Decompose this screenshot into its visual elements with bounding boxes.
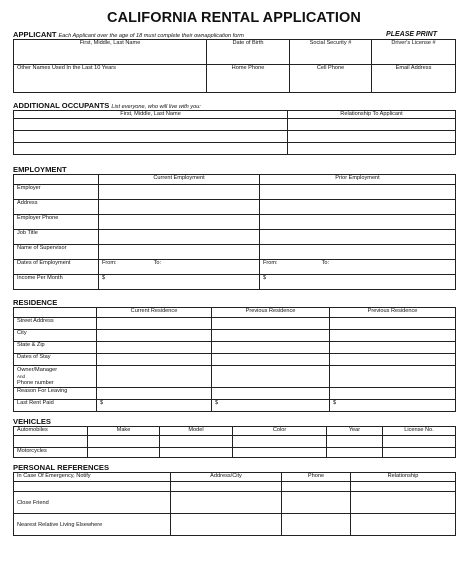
reference-cell[interactable] — [171, 514, 282, 536]
employer-phone-label: Employer Phone — [14, 215, 99, 230]
close-friend-label: Close Friend — [14, 492, 171, 514]
please-print-label: PLEASE PRINT — [386, 31, 437, 38]
residence-cell[interactable] — [330, 366, 456, 388]
residence-rent-cell[interactable] — [97, 400, 212, 412]
employment-section-heading — [13, 165, 455, 174]
dates-of-employment-label: Dates of Employment — [14, 260, 99, 275]
reference-cell[interactable] — [351, 482, 456, 492]
prior-employer-address-field[interactable] — [260, 200, 456, 215]
prior-employment-header: Prior Employment — [260, 175, 456, 185]
supervisor-label: Name of Supervisor — [14, 245, 99, 260]
rental-application-form — [13, 8, 455, 536]
employer-label: Employer — [14, 185, 99, 200]
prior-employment-dates-field[interactable] — [260, 260, 456, 275]
current-employment-header: Current Employment — [99, 175, 260, 185]
residence-cell[interactable] — [97, 318, 212, 330]
dollar-sign: $ — [100, 400, 104, 406]
color-header: Color — [233, 427, 327, 436]
from-label: From: — [102, 260, 117, 266]
prior-job-title-field[interactable] — [260, 230, 456, 245]
occupant-relationship-header: Relationship To Applicant — [288, 111, 456, 119]
previous-residence-header-2: Previous Residence — [330, 308, 456, 318]
reference-cell[interactable] — [171, 482, 282, 492]
residence-cell[interactable] — [330, 388, 456, 400]
automobiles-label: Automobiles — [14, 427, 88, 436]
state-zip-label: State & Zip — [14, 342, 97, 354]
employment-corner-cell — [14, 175, 99, 185]
vehicle-cell[interactable] — [14, 436, 88, 448]
residence-rent-cell[interactable] — [212, 400, 330, 412]
vehicles-heading: VEHICLES — [13, 417, 51, 426]
license-no-header: License No. — [383, 427, 456, 436]
reference-cell[interactable] — [351, 514, 456, 536]
applicant-section-heading — [13, 30, 455, 39]
previous-residence-header: Previous Residence — [212, 308, 330, 318]
residence-cell[interactable] — [330, 318, 456, 330]
references-table — [13, 472, 456, 536]
current-residence-header: Current Residence — [97, 308, 212, 318]
residence-cell[interactable] — [97, 330, 212, 342]
current-income-field[interactable] — [99, 275, 260, 290]
residence-table — [13, 307, 456, 412]
residence-cell[interactable] — [212, 342, 330, 354]
emergency-notify-label: In Case Of Emergency, Notify — [14, 473, 171, 482]
other-names-field[interactable]: Other Names Used In the Last 10 Years — [14, 65, 207, 93]
residence-cell[interactable] — [97, 342, 212, 354]
residence-cell[interactable] — [330, 342, 456, 354]
reason-for-leaving-label: Reason For Leaving — [14, 388, 97, 400]
date-of-birth-field[interactable]: Date of Birth — [207, 40, 290, 65]
dollar-sign: $ — [263, 275, 267, 281]
residence-heading: RESIDENCE — [13, 298, 58, 307]
occupant-name-cell[interactable] — [14, 131, 288, 143]
nearest-relative-label: Nearest Relative Living Elsewhere — [14, 514, 171, 536]
prior-employer-field[interactable] — [260, 185, 456, 200]
vehicle-cell[interactable] — [160, 436, 233, 448]
vehicle-cell[interactable] — [160, 448, 233, 458]
vehicles-section-heading — [13, 417, 455, 426]
to-label: To: — [153, 260, 162, 266]
residence-cell[interactable] — [97, 354, 212, 366]
vehicle-cell[interactable] — [327, 436, 383, 448]
current-employment-dates-field[interactable] — [99, 260, 260, 275]
email-address-field[interactable]: Email Address — [372, 65, 456, 93]
reference-cell[interactable] — [171, 492, 282, 514]
reference-cell[interactable] — [282, 482, 351, 492]
occupants-note: List everyone, who will live with you: — [111, 104, 201, 110]
vehicle-cell[interactable] — [233, 436, 327, 448]
model-header: Model — [160, 427, 233, 436]
income-per-month-label: Income Per Month — [14, 275, 99, 290]
drivers-license-field[interactable]: Driver's License # — [372, 40, 456, 65]
current-employer-address-field[interactable] — [99, 200, 260, 215]
applicant-note: Each Applicant over the age of 18 must complete their ownapplication form — [58, 33, 244, 39]
current-job-title-field[interactable] — [99, 230, 260, 245]
and-text: And — [17, 373, 26, 379]
prior-supervisor-field[interactable] — [260, 245, 456, 260]
owner-manager-label — [14, 366, 97, 388]
occupant-relationship-cell[interactable] — [288, 131, 456, 143]
social-security-field[interactable]: Social Security # — [290, 40, 372, 65]
relationship-header: Relationship — [351, 473, 456, 482]
residence-cell[interactable] — [212, 318, 330, 330]
make-header: Make — [88, 427, 160, 436]
residence-cell[interactable] — [330, 354, 456, 366]
dollar-sign: $ — [102, 275, 106, 281]
vehicles-table — [13, 426, 456, 458]
prior-employer-phone-field[interactable] — [260, 215, 456, 230]
phone-number-text: Phone number — [17, 380, 54, 386]
employment-table — [13, 174, 456, 290]
occupants-heading: ADDITIONAL OCCUPANTS — [13, 101, 110, 110]
references-heading: PERSONAL REFERENCES — [13, 463, 110, 472]
employment-heading: EMPLOYMENT — [13, 165, 67, 174]
city-label: City — [14, 330, 97, 342]
occupant-name-header: First, Middle, Last Name — [14, 111, 288, 119]
from-label: From: — [263, 260, 278, 266]
employer-address-label: Address — [14, 200, 99, 215]
reference-cell[interactable] — [14, 482, 171, 492]
residence-rent-cell[interactable] — [330, 400, 456, 412]
last-rent-paid-label: Last Rent Paid — [14, 400, 97, 412]
occupant-relationship-cell[interactable] — [288, 119, 456, 131]
residence-cell[interactable] — [212, 388, 330, 400]
phone-header: Phone — [282, 473, 351, 482]
applicant-heading: APPLICANT — [13, 30, 57, 39]
residence-cell[interactable] — [212, 354, 330, 366]
residence-cell[interactable] — [330, 330, 456, 342]
references-section-heading — [13, 463, 455, 472]
occupants-table — [13, 110, 456, 155]
occupant-name-cell[interactable] — [14, 119, 288, 131]
cell-phone-field[interactable]: Cell Phone — [290, 65, 372, 93]
dollar-sign: $ — [333, 400, 337, 406]
prior-income-field[interactable] — [260, 275, 456, 290]
reference-cell[interactable] — [282, 514, 351, 536]
vehicle-cell[interactable] — [383, 448, 456, 458]
motorcycles-label: Motorcycles — [14, 448, 88, 458]
residence-cell[interactable] — [97, 366, 212, 388]
vehicle-cell[interactable] — [327, 448, 383, 458]
residence-cell[interactable] — [97, 388, 212, 400]
home-phone-field[interactable]: Home Phone — [207, 65, 290, 93]
occupants-section-heading — [13, 101, 455, 110]
reference-cell[interactable] — [282, 492, 351, 514]
current-employer-phone-field[interactable] — [99, 215, 260, 230]
street-address-label: Street Address — [14, 318, 97, 330]
vehicle-cell[interactable] — [383, 436, 456, 448]
occupant-relationship-cell[interactable] — [288, 143, 456, 155]
owner-manager-text: Owner/Manager — [17, 367, 58, 373]
job-title-label: Job Title — [14, 230, 99, 245]
residence-cell[interactable] — [212, 366, 330, 388]
current-employer-field[interactable] — [99, 185, 260, 200]
residence-cell[interactable] — [212, 330, 330, 342]
vehicle-cell[interactable] — [88, 436, 160, 448]
to-label: To: — [321, 260, 330, 266]
occupant-name-cell[interactable] — [14, 143, 288, 155]
address-city-header: Address/City — [171, 473, 282, 482]
vehicle-cell[interactable] — [88, 448, 160, 458]
page-title: CALIFORNIA RENTAL APPLICATION — [107, 10, 361, 26]
vehicle-cell[interactable] — [233, 448, 327, 458]
current-supervisor-field[interactable] — [99, 245, 260, 260]
reference-cell[interactable] — [351, 492, 456, 514]
applicant-table — [13, 39, 456, 93]
dollar-sign: $ — [215, 400, 219, 406]
residence-corner-cell — [14, 308, 97, 318]
residence-section-heading — [13, 298, 455, 307]
year-header: Year — [327, 427, 383, 436]
dates-of-stay-label: Dates of Stay — [14, 354, 97, 366]
applicant-name-field[interactable]: First, Middle, Last Name — [14, 40, 207, 65]
